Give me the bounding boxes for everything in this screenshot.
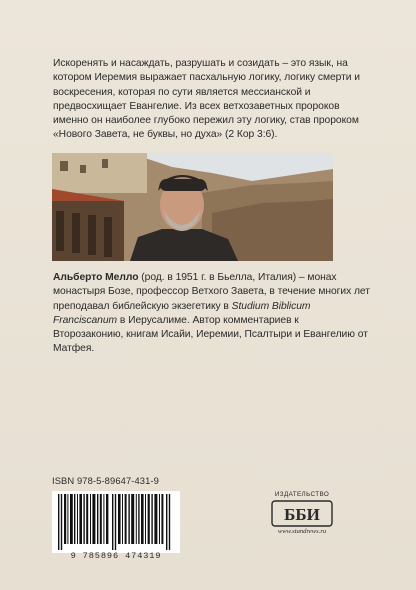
- intro-paragraph: Искоренять и насаждать, разрушать и созидать – это язык, на котором Иеремия выражает пасхальную логику, логику смерти и воскресения, которая по сути является мессианской и предвосхищает Евангелие. Из всех ветхозаветных пророков именно он наиболее глубоко пережил эту логику, став пророком «Нового Завета, не буквы, но духа» (2 Кор 3:6).: [53, 58, 360, 141]
- author-photo: [52, 153, 333, 261]
- publisher-logo: [271, 500, 333, 527]
- publisher-heading: ИЗДАТЕЛЬСТВО: [274, 491, 330, 498]
- author-bio-paragraph: [53, 271, 371, 357]
- publisher-logo-text: ББИ: [284, 505, 320, 524]
- bio-text-part-1: (род. в 1951 г. в Бьелла, Италия) – монах монастыря Бозе, профессор Ветхого Завета, в течение многих лет преподавал библейскую экзегетику в: [53, 272, 370, 312]
- institution-name: Studium Biblicum Franciscanum: [53, 300, 311, 326]
- isbn-label: ISBN 978-5-89647-431-9: [52, 475, 159, 486]
- barcode-digits: 9 785896 474319: [70, 551, 162, 561]
- publisher-url: www.standrews.ru: [277, 528, 327, 535]
- bio-text-part-2: в Иерусалиме. Автор комментариев к Второзаконию, книгам Исайи, Иеремии, Псалтыри и Евангелию от Матфея.: [53, 314, 368, 355]
- isbn-barcode: [52, 491, 180, 553]
- author-name: Альберто Мелло: [53, 272, 139, 283]
